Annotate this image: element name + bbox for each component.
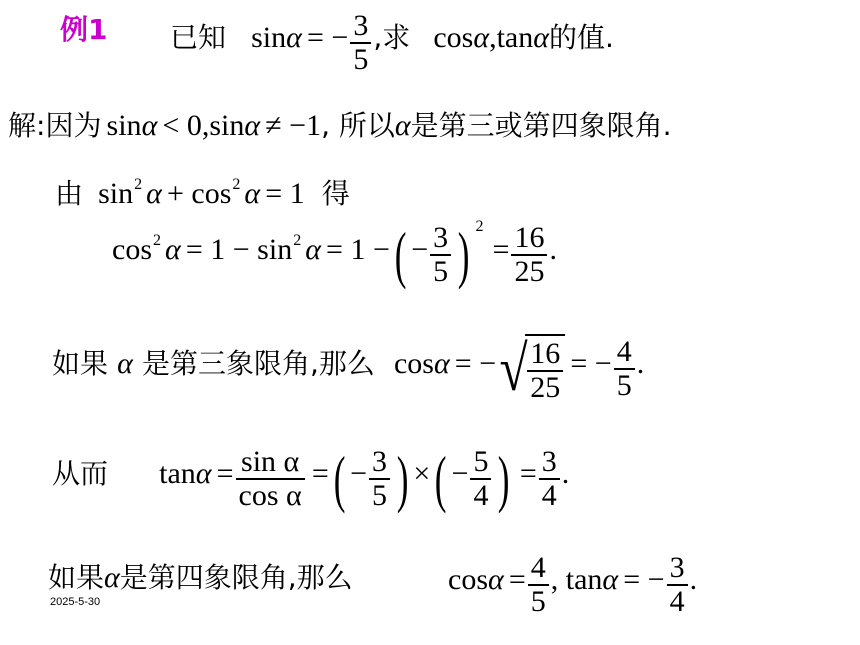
- fraction-3-4: [667, 552, 688, 617]
- cos-squared-line: [112, 218, 557, 290]
- equals: =: [492, 233, 510, 266]
- denominator: 25: [530, 370, 561, 404]
- cos-text: cos: [433, 21, 474, 54]
- denominator: 5: [372, 478, 387, 512]
- equals: =: [216, 457, 234, 490]
- cos-text: cos: [448, 563, 488, 596]
- solution-label: 解:: [8, 109, 46, 142]
- period: .: [549, 233, 557, 266]
- radical-sign: √: [499, 332, 528, 404]
- square-exponent: 2: [475, 218, 484, 235]
- fraction-4-5: [614, 336, 635, 401]
- denominator: 5: [353, 42, 369, 76]
- numerator: 4: [614, 336, 635, 370]
- numerator: 5: [470, 446, 491, 480]
- alpha-symbol: α: [244, 177, 261, 210]
- denominator: cos α: [238, 478, 302, 512]
- sin-text: sin: [98, 177, 134, 210]
- alpha-symbol: α: [286, 21, 302, 54]
- equals-one: = 1: [265, 177, 305, 210]
- not-equal-neg-one: ≠ −1: [265, 109, 322, 142]
- alpha-symbol: α: [146, 177, 162, 210]
- square-exponent: 2: [134, 176, 143, 193]
- cos-text: cos: [393, 347, 434, 380]
- comma-tan: , tan: [550, 563, 603, 596]
- conclusion-text: 是第三或第四象限角.: [410, 109, 672, 142]
- from-text: 由: [55, 177, 84, 210]
- comma: ,: [489, 21, 497, 54]
- square-exponent: 2: [153, 232, 161, 249]
- right-paren: ): [498, 442, 510, 514]
- alpha-symbol: α: [305, 233, 321, 266]
- fourth-quadrant-line: [48, 556, 353, 596]
- fraction-4-5: [528, 552, 549, 617]
- negative-sign: −: [411, 233, 429, 266]
- fourth-quadrant-text: 是第四象限角,那么: [119, 561, 353, 594]
- numerator: 3: [369, 446, 390, 480]
- fraction-5-4: [470, 446, 491, 511]
- sin-text: sin: [209, 109, 245, 142]
- tan-text: tan: [159, 457, 196, 490]
- problem-statement: [170, 10, 614, 75]
- numerator: 16: [511, 222, 547, 256]
- so-text: , 所以: [321, 109, 395, 142]
- square-exponent: 2: [293, 232, 302, 249]
- problem-prefix: 已知: [170, 21, 227, 54]
- denominator: 5: [530, 584, 546, 618]
- if-text: 如果: [52, 347, 109, 380]
- left-paren: (: [333, 442, 346, 514]
- negative-sign: −: [451, 457, 469, 490]
- because-text: 因为: [45, 109, 102, 142]
- fraction-16-25: [511, 222, 547, 287]
- alpha-symbol: α: [394, 109, 411, 142]
- third-quadrant-text: 是第三象限角,那么: [141, 347, 375, 380]
- period: .: [561, 457, 570, 490]
- negative-sign: −: [350, 457, 367, 490]
- equals-one-minus-sin: = 1 − sin: [185, 233, 293, 266]
- equals: =: [508, 563, 526, 596]
- left-paren: (: [435, 442, 447, 514]
- tan-text: tan: [496, 21, 534, 54]
- plus-cos: + cos: [166, 177, 232, 210]
- problem-suffix: 的值.: [548, 21, 614, 54]
- example-label: 例1: [60, 13, 108, 46]
- fourth-quadrant-result: [448, 552, 697, 617]
- ask-text: ,求: [373, 21, 411, 54]
- denominator: 4: [669, 584, 685, 618]
- thus-label: 从而: [52, 457, 109, 490]
- numerator: 16: [527, 338, 563, 372]
- fraction-16-25: [527, 338, 563, 403]
- denominator: 4: [473, 478, 489, 512]
- alpha-symbol: α: [165, 233, 181, 266]
- denominator: 5: [616, 368, 632, 402]
- numerator: 4: [528, 552, 549, 586]
- equals-one-minus: = 1 −: [326, 233, 390, 266]
- denominator: 5: [433, 254, 449, 288]
- sin-text: sin: [251, 21, 287, 54]
- left-paren: (: [394, 218, 407, 290]
- numerator: 3: [539, 446, 560, 480]
- equals: =: [519, 457, 537, 490]
- alpha-symbol: α: [473, 21, 490, 54]
- alpha-symbol: α: [104, 561, 120, 594]
- if-text: 如果: [48, 561, 105, 594]
- square-root: [496, 334, 565, 403]
- square-exponent: 2: [232, 176, 241, 193]
- numerator: 3: [350, 10, 371, 44]
- solution-line: [8, 104, 672, 144]
- third-quadrant-line: [52, 334, 644, 403]
- equals-negative: = −: [623, 563, 665, 596]
- fraction-sin-cos: [236, 446, 305, 511]
- denominator: 25: [514, 254, 545, 288]
- alpha-symbol: α: [141, 109, 158, 142]
- alpha-symbol: α: [195, 457, 212, 490]
- numerator: 3: [430, 222, 451, 256]
- less-than-zero: < 0,: [162, 109, 210, 142]
- get-text: 得: [321, 177, 350, 210]
- alpha-symbol: α: [244, 109, 261, 142]
- cos-text: cos: [112, 233, 152, 266]
- period: .: [636, 347, 645, 380]
- equals-negative: = −: [306, 21, 349, 54]
- alpha-symbol: α: [433, 347, 450, 380]
- numerator: sin α: [236, 446, 305, 480]
- fraction-3-5: [369, 446, 390, 511]
- right-paren: ): [396, 442, 409, 514]
- equals-negative: = −: [570, 347, 612, 380]
- period: .: [689, 563, 698, 596]
- alpha-symbol: α: [488, 563, 504, 596]
- alpha-symbol: α: [117, 347, 133, 380]
- thus-line: [52, 442, 570, 514]
- sin-text: sin: [106, 109, 142, 142]
- equals: =: [311, 457, 329, 490]
- alpha-symbol: α: [533, 21, 549, 54]
- fraction-3-5: [430, 222, 451, 287]
- fraction-3-4: [539, 446, 560, 511]
- identity-line: [55, 172, 350, 212]
- numerator: 3: [667, 552, 688, 586]
- equals-negative: = −: [454, 347, 497, 380]
- denominator: 4: [541, 478, 557, 512]
- times-sign: ×: [413, 457, 431, 490]
- alpha-symbol: α: [602, 563, 619, 596]
- fraction-3-5: [350, 10, 371, 75]
- slide-date: 2025-5-30: [50, 596, 101, 608]
- right-paren: ): [457, 218, 470, 290]
